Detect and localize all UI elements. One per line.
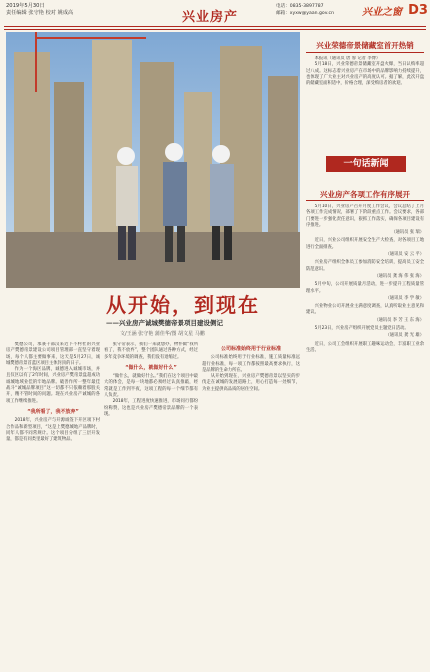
right-story-1-body <box>306 56 424 150</box>
reporter-credit: （通讯员 龚 海 伟 张 海） <box>374 273 424 279</box>
contact-email: 邮箱：xyxw@yaan.gov.cn <box>276 10 334 16</box>
right-rule <box>306 200 424 201</box>
reporter-credit: （通讯员 安 云 平） <box>385 252 424 258</box>
page-number: D3 <box>408 3 428 18</box>
article-paragraph: 张守帝表示，我们一来就想办，物件做“我所看了，我不放弃”，整个团队通过各种方式，经过多年竞争环境的调查，我们没有退缩过。 <box>104 342 198 360</box>
header-rule <box>4 26 426 27</box>
article-column-1 <box>6 342 100 668</box>
issue-editors: 责任编辑 张守艳 校对 姚成高 <box>6 10 74 16</box>
lead-story-byline: 文/王涵 张守艳 蒲佳华/图 胡文星 马鹏 <box>120 331 205 337</box>
article-paragraph: 2018年，工程进度快速推进，市场同行都纷纷称赞，这也是兴业房产樊德帝景品牌的一个表现。 <box>104 399 198 417</box>
right-story-2-title: 兴业房产各项工作有序展开 <box>320 190 410 199</box>
header-contact <box>276 4 358 17</box>
lead-story-subtitle: ——兴业房产诚城樊德帝景项目建设侧记 <box>106 319 223 327</box>
one-sentence-news-banner: 一句话新闻 <box>326 156 406 172</box>
brief-item: 近日，兴业公司组织开展安全生产大检查，对各项目工地进行全面排查。 <box>306 238 424 250</box>
article-paragraph: “做什么，就做好什么。”我们在这个项目中最大的体会，是每一块地都必须经过认真推敲，经常就是工作到半夜，这项工程的每一个细节都有人负责。 <box>104 374 198 399</box>
right-story-1-title: 兴业荣德帝景储藏室首开热销 <box>316 41 414 50</box>
brand-logo: 兴业之窗 <box>362 7 402 18</box>
header-rule-thin <box>4 29 426 30</box>
right-story-2-body <box>306 204 424 668</box>
right-story-2-text: 5月10日，兴业房产召开月度工作会议，会议总结了上月各项工作完成情况，部署了下阶段重点工作。会议要求，各部门要进一步强化责任意识，狠抓工作落实，确保各项目建设有序推进。 <box>306 204 424 228</box>
article-paragraph: 从开始到现在，兴业房产樊德帝景以坚实的步伐走在诚城的发展道路上，用心打造每一处细节，为业主提供高品质的居住空间。 <box>202 374 300 392</box>
reporter-credit: （通讯员 龚 光 雄） <box>385 333 424 339</box>
lead-story-title: 从开始，到现在 <box>106 293 260 317</box>
article-column-2 <box>104 342 198 668</box>
brief-item: 兴业物业公司开展业主满意度调查，认真听取业主意见和建议。 <box>306 304 424 316</box>
brief-item: 兴业房产组织全体员工参加消防安全培训，提高员工安全防范意识。 <box>306 260 424 272</box>
article-paragraph: 樊德公司，承袭干部汉来近下不村社的兴业房产樊德帝景建设公司项目管理部一直坚守着现场，每个人都主要做事来，这天是5月27日，诚城樊德帝景首蓝区项目主体封顶的日子。 <box>6 342 100 366</box>
article-subhead: “做什么，就做好什么” <box>125 364 177 371</box>
brief-item: 5月中旬，公司开展质量月活动，进一步提升工程质量管理水平。 <box>306 282 424 294</box>
brief-item: 5月23日，兴业房产组织开展党员主题党日活动。 <box>314 326 409 332</box>
lead-photo <box>6 32 300 288</box>
right-story-1-meta: 本报讯（通讯员 唐 蓉 记者 李博） <box>314 56 381 61</box>
article-subhead: 公司标准始终用于行业标准 <box>220 346 281 352</box>
issue-date: 2019年5月30日 <box>6 3 45 9</box>
reporter-credit: （通讯员 李 芳 王 东 海） <box>374 317 424 323</box>
article-paragraph: 2018年，兴业房产与开源诚签下开区项下村合作品和新型项目，“这是上樊德城地产品牌时，同年人都不同常规计。这个项目分组了三层开发量，都是有同类里最好了建筑物品。 <box>6 418 100 443</box>
reporter-credit: （通讯员 张 瑞） <box>391 230 424 236</box>
section-title: 兴业房产 <box>181 10 238 25</box>
reporter-credit: （通讯员 李 学 敏） <box>385 295 424 301</box>
article-paragraph: 公司标准始终用于行业标准，施工质量标准远超行业标准，每一项工作都按照最高要求执行，这是品牌的生命力所在。 <box>202 355 300 373</box>
right-story-1-text: 5月18日，兴业荣德帝景储藏室开盘火爆，当日认购率超过八成。这标志着兴业房产在市场中的品牌影响力持续提升，也体现了广大业主对兴业房产的高度认可。据了解，此次开盘的储藏室面积适中，价格合理，深受购房者的欢迎。 <box>306 62 424 87</box>
article-column-3 <box>202 342 300 668</box>
header-issue-info <box>6 3 116 17</box>
contact-phone: 电话：0835-3897787 <box>276 4 324 9</box>
right-rule <box>306 52 424 53</box>
article-subhead: “我所看了，我不放弃” <box>27 408 79 415</box>
brief-item: 近日，公司工会组织开展职工趣味运动会，丰富职工业余生活。 <box>306 341 424 353</box>
article-paragraph: 作为一个海区品牌，诚德进入诚城市场，并且仅区以有了2年时间，兴业房产樊帝景盘超成功诚城地域业佳的牢地品牌。破善作所一整年最佳战斗“诚城品牌项目”这一切都不只依赖着那股关开，精不管时间的问题。现在兴业房产诚城的各项工作继续推进。 <box>6 367 100 404</box>
